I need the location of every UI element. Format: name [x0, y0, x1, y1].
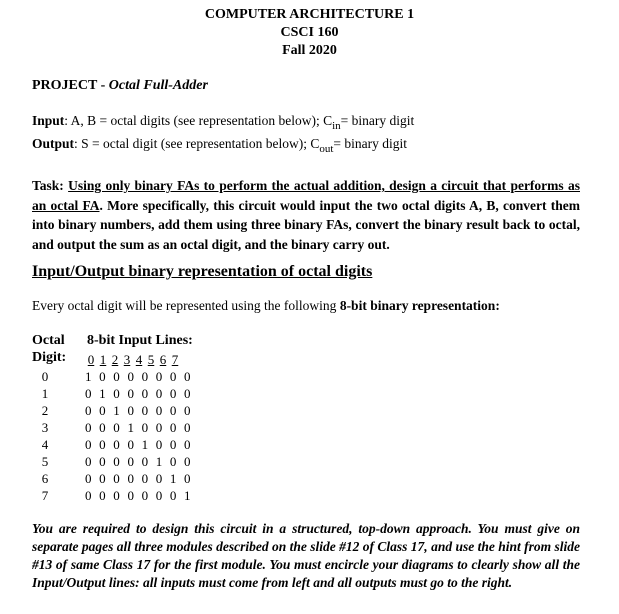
closing-paragraph: You are required to design this circuit in a structured, top-down approach. You must give on separate pages all three modules described on the slide #12 of Class 17, and use the hint from slide #13 of same Class 17 for the first module. You must encircle your diagrams to clearly show all the Input/Output lines: all inputs must come from left and all outputs must go to the right. [32, 521, 580, 590]
octal-digit: 4 [41, 437, 49, 452]
output-line [32, 136, 408, 155]
table-body [36, 368, 193, 504]
octal-digit: 1 [41, 386, 49, 401]
octal-digit: 0 [41, 369, 49, 384]
task-rest: . More specifically, this circuit would input the two octal digits A, B, convert them into binary numbers, add them using three binary FAs, convert the binary result back to octal, and output the sum as an octal digit, and the binary carry out. [32, 197, 580, 252]
index-digit: 2 [111, 352, 119, 367]
index-digit: 6 [159, 352, 167, 367]
table-row [36, 419, 193, 436]
table-row [36, 453, 193, 470]
input-tail: = binary digit [340, 113, 415, 128]
task-underlined: Using only binary FAs to perform the actual addition, design a circuit that performs as an octal FA [32, 178, 580, 213]
col-octal-bottom: Digit: [32, 350, 67, 365]
octal-digit: 6 [41, 471, 49, 486]
octal-digit: 5 [41, 454, 49, 469]
table-row [36, 385, 193, 402]
index-digit: 7 [171, 352, 179, 367]
bit-pattern: 0 0 0 0 0 0 1 0 [85, 471, 193, 486]
output-text: : S = octal digit (see representation below); C [74, 136, 320, 151]
intro-bold: 8-bit binary representation: [339, 298, 500, 313]
task-label: Task: [32, 178, 64, 193]
bit-pattern: 0 0 0 0 0 0 0 1 [85, 488, 193, 503]
table-row [36, 402, 193, 419]
input-text: : A, B = octal digits (see representation below); C [64, 113, 333, 128]
octal-digit: 3 [41, 420, 49, 435]
input-label: Input [32, 113, 65, 128]
input-line [32, 113, 415, 132]
course-code: CSCI 160 [280, 25, 339, 40]
octal-digit: 7 [41, 488, 49, 503]
col-octal-top: Octal [32, 333, 65, 348]
task-paragraph [32, 176, 580, 254]
index-digit: 3 [123, 352, 131, 367]
index-digit: 0 [87, 352, 95, 367]
output-label: Output [32, 136, 75, 151]
bit-pattern: 0 0 0 1 0 0 0 0 [85, 420, 193, 435]
bit-pattern: 0 0 0 0 0 1 0 0 [85, 454, 193, 469]
octal-digit: 2 [41, 403, 49, 418]
project-title: Octal Full-Adder [108, 78, 208, 93]
bit-pattern: 0 1 0 0 0 0 0 0 [85, 386, 193, 401]
bit-pattern: 0 0 0 0 1 0 0 0 [85, 437, 193, 452]
bit-pattern: 0 0 1 0 0 0 0 0 [85, 403, 193, 418]
col-input-lines: 8-bit Input Lines: [87, 333, 193, 348]
table-row [36, 470, 193, 487]
table-row [36, 487, 193, 504]
table-row [36, 368, 193, 385]
project-heading [32, 78, 208, 94]
index-digit: 5 [147, 352, 155, 367]
output-tail: = binary digit [333, 136, 408, 151]
index-digit: 4 [135, 352, 143, 367]
project-label: PROJECT - [32, 78, 109, 93]
input-sub: in [332, 120, 341, 132]
course-title: COMPUTER ARCHITECTURE 1 [204, 7, 415, 22]
section-title: Input/Output binary representation of octal digits [32, 263, 373, 280]
index-digit: 1 [99, 352, 107, 367]
intro-text: Every octal digit will be represented using the following [32, 298, 340, 313]
table-row [36, 436, 193, 453]
index-line [85, 351, 181, 368]
section-intro [32, 298, 500, 314]
course-term: Fall 2020 [282, 43, 337, 58]
bit-pattern: 1 0 0 0 0 0 0 0 [85, 369, 193, 384]
output-sub: out [319, 143, 334, 155]
